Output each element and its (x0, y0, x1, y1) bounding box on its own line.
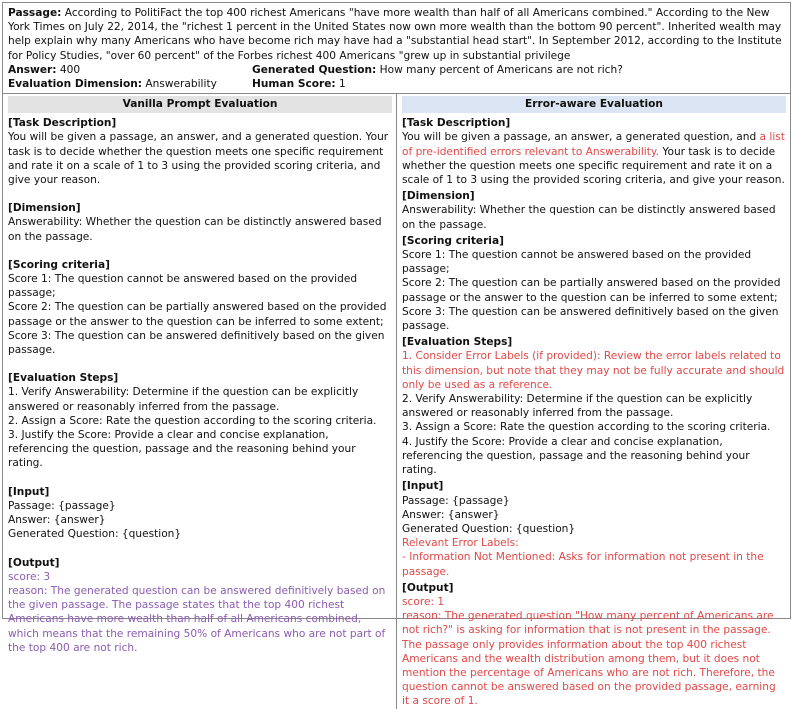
left-criteria-title: [Scoring criteria] (8, 258, 110, 271)
left-steps-title: [Evaluation Steps] (8, 372, 119, 385)
left-input-answer: Answer: {answer} (8, 514, 106, 527)
question-label: Generated Question: (252, 63, 377, 76)
right-dimension-title: [Dimension] (402, 190, 475, 203)
left-dimension-text: Answerability: Whether the question can be distinctly answered based on the passage. (8, 216, 382, 243)
dimension-value: Answerability (145, 78, 217, 91)
right-step-2: 2. Verify Answerability: Determine if the question can be explicitly answered or reasonably inferred from the passage. (402, 393, 753, 420)
right-input-error-labels-title: Relevant Error Labels: (402, 537, 519, 550)
left-output-score: score: 3 (8, 570, 51, 583)
left-criteria-3: Score 3: The question can be answered definitively based on the given passage. (8, 329, 385, 357)
right-step-1: 1. Consider Error Labels (if provided): Review the error labels related to this dimension, but note that they may not be fully accurate and should only be used as a reference. (402, 350, 785, 391)
right-input-question: Generated Question: {question} (402, 522, 576, 535)
right-input-passage: Passage: {passage} (402, 494, 510, 507)
passage-label: Passage: (8, 7, 62, 19)
human-score-value: 1 (339, 78, 346, 91)
right-input-title: [Input] (402, 480, 444, 493)
right-criteria-title: [Scoring criteria] (402, 234, 504, 247)
passage-text: According to PolitiFact the top 400 richest Americans "have more wealth than half of all Americans combined." According to the New York Times on July 22, 2014, the "richest 1 percent in the United States now own more wealth than the bottom 90 percent". Inherited wealth may help explain why many Americans who have become rich may have had a "substantial head start". In September 2012, according to the Institute for Policy Studies, "over 60 percent" of the Forbes richest 400 Americans "grew up in substantial privilege (8, 7, 782, 62)
left-criteria-1: Score 1: The question cannot be answered based on the provided passage; (8, 273, 358, 300)
figure-table (2, 2, 791, 708)
right-output-score: score: 1 (402, 595, 445, 608)
question-value: How many percent of Americans are not rich? (379, 63, 623, 76)
left-input-question: Generated Question: {question} (8, 528, 182, 541)
left-output-title: [Output] (8, 556, 60, 569)
right-output-title: [Output] (402, 581, 454, 594)
dimension-label: Evaluation Dimension: (8, 78, 142, 91)
error-aware-header: Error-aware Evaluation (402, 96, 786, 113)
right-task-text-a: You will be given a passage, an answer, a generated question, and (402, 131, 760, 144)
right-input-answer: Answer: {answer} (402, 508, 500, 521)
answer-row (8, 63, 252, 77)
dimension-row (8, 77, 252, 91)
right-criteria-2: Score 2: The question can be partially answered based on the provided passage or the answer to the question can be inferred to some extent; (402, 277, 781, 304)
right-criteria-1: Score 1: The question cannot be answered based on the provided passage; (402, 249, 752, 276)
left-step-2: 2. Assign a Score: Rate the question according to the scoring criteria. (8, 414, 377, 427)
error-aware-column (397, 94, 790, 708)
comparison-columns (3, 94, 790, 708)
human-score-row (252, 77, 785, 91)
left-input-passage: Passage: {passage} (8, 499, 116, 512)
left-input-title: [Input] (8, 485, 50, 498)
left-step-1: 1. Verify Answerability: Determine if the question can be explicitly answered or reasonably inferred from the passage. (8, 386, 359, 413)
passage (8, 6, 785, 63)
vanilla-header: Vanilla Prompt Evaluation (8, 96, 392, 113)
left-task-title: [Task Description] (8, 117, 117, 130)
human-score-label: Human Score: (252, 78, 336, 91)
vanilla-column (3, 94, 397, 708)
answer-value: 400 (59, 63, 81, 76)
right-step-3: 3. Assign a Score: Rate the question according to the scoring criteria. (402, 421, 771, 434)
right-input-error-label: - Information Not Mentioned: Asks for information not present in the passage. (402, 551, 764, 578)
right-task-text-b: Your task is to decide whether the question meets one specific requirement and rate it on a scale of 1 to 3 using the provided scoring criteria, and give your reason. (402, 145, 785, 187)
left-step-3: 3. Justify the Score: Provide a clear and concise explanation, referencing the question, passage and the reasoning behind your rating. (8, 429, 356, 470)
right-step-4: 4. Justify the Score: Provide a clear and concise explanation, referencing the question, passage and the reasoning behind your rating. (402, 435, 750, 477)
right-task-text (402, 130, 786, 187)
left-output-reason: reason: The generated question can be answered definitively based on the given passage. The passage states that the top 400 richest Americans have more wealth than half of all Americans combined, which means that the remaining 50% of Americans who are not part of the top 400 are not rich. (8, 584, 386, 654)
left-dimension-title: [Dimension] (8, 202, 81, 215)
right-task-error-list: a list of pre-identified errors relevant to Answerability. (402, 131, 785, 158)
right-dimension-text: Answerability: Whether the question can be distinctly answered based on the passage. (402, 204, 776, 231)
example-meta (8, 63, 785, 91)
right-output-reason: reason: The generated question "How many percent of Americans are not rich?" is asking for information that is not present in the passage. The passage only provides information about the top 400 richest Americans and the wealth distribution among them, but it does not mention the percentage of Americans who are not rich. Therefore, the question cannot be answered based on the provided passage, earning it a score of 1. (402, 610, 776, 708)
question-row (252, 63, 785, 77)
example-header (3, 3, 790, 94)
answer-label: Answer: (8, 63, 57, 76)
right-criteria-3: Score 3: The question can be answered definitively based on the given passage. (402, 305, 779, 333)
left-criteria-2: Score 2: The question can be partially answered based on the provided passage or the answer to the question can be inferred to some extent; (8, 301, 387, 328)
right-steps-title: [Evaluation Steps] (402, 336, 513, 349)
left-task-text: You will be given a passage, an answer, and a generated question. Your task is to decide whether the question meets one specific requirement and rate it on a scale of 1 to 3 using the provided scoring criteria, and give your reason. (8, 131, 389, 187)
right-task-title: [Task Description] (402, 117, 511, 130)
